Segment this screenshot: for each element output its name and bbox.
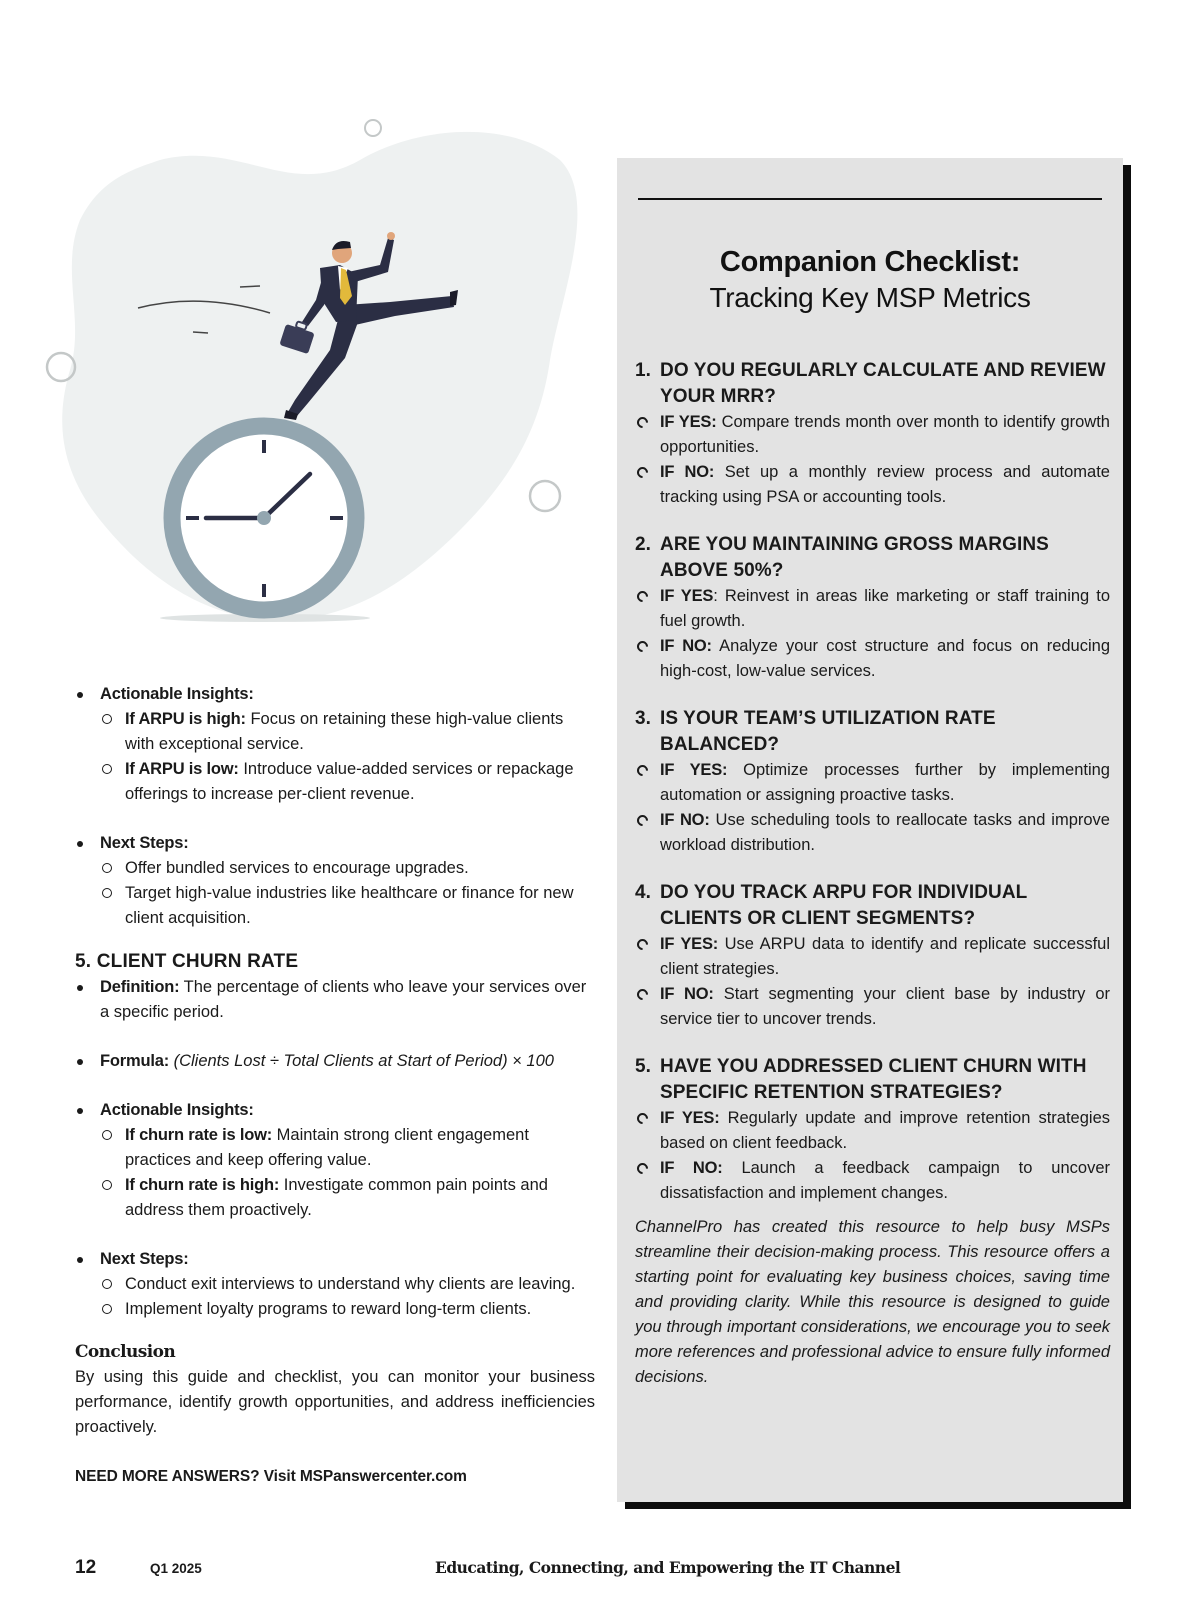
list-item: If churn rate is low: Maintain strong client engagement practices and keep offering value. — [75, 1123, 595, 1173]
checkbox-option-no: IF NO: Use scheduling tools to reallocate tasks and improve workload distribution. — [635, 808, 1110, 858]
decor-circle — [47, 353, 75, 381]
checklist-question: 5. HAVE YOU ADDRESSED CLIENT CHURN WITH SPECIFIC RETENTION STRATEGIES? IF YES: Regularly update and improve retention strategies based on client feedback. IF NO: Launch a feedback campaign to uncover dissatisfaction and implement changes. — [635, 1054, 1110, 1206]
cta-link[interactable]: NEED MORE ANSWERS? Visit MSPanswercenter.com — [75, 1468, 467, 1485]
clock-icon — [172, 426, 356, 610]
churn-next-steps: Next Steps: — [75, 1247, 595, 1272]
list-item: Conduct exit interviews to understand why clients are leaving. — [75, 1272, 595, 1297]
churn-definition: Definition: The percentage of clients who leave your services over a specific period. — [75, 975, 595, 1025]
checkbox-option-no: IF NO: Start segmenting your client base by industry or service tier to uncover trends. — [635, 982, 1110, 1032]
checklist-questions — [635, 358, 1110, 1228]
motion-line — [193, 332, 208, 333]
decor-circle — [365, 120, 381, 136]
arpu-insights-label: Actionable Insights: — [100, 685, 254, 703]
businessman-running-on-clock-illustration — [40, 100, 600, 660]
list-item: Implement loyalty programs to reward long-term clients. — [75, 1297, 595, 1322]
list-item: If ARPU is low: Introduce value-added services or repackage offerings to increase per-client revenue. — [75, 757, 595, 807]
checklist-question: 1. DO YOU REGULARLY CALCULATE AND REVIEW YOUR MRR? IF YES: Compare trends month over month to identify growth opportunities. IF NO: Set up a monthly review process and automate tracking using PSA or accounting tools. — [635, 358, 1110, 510]
issue-label: Q1 2025 — [150, 1561, 202, 1576]
section-heading-churn: 5. CLIENT CHURN RATE — [75, 951, 299, 972]
checklist-title: Companion Checklist: — [719, 246, 1021, 278]
checkbox-option-yes: IF YES: Use ARPU data to identify and replicate successful client strategies. — [635, 932, 1110, 982]
list-item: If ARPU is high: Focus on retaining these high-value clients with exceptional service. — [75, 707, 595, 757]
page-number: 12 — [75, 1557, 97, 1578]
checkbox-option-yes: IF YES: Optimize processes further by implementing automation or assigning proactive tasks. — [635, 758, 1110, 808]
companion-checklist-box — [617, 158, 1123, 1502]
list-item: Target high-value industries like healthcare or finance for new client acquisition. — [75, 881, 595, 931]
checklist-subtitle: Tracking Key MSP Metrics — [709, 282, 1031, 313]
churn-formula: Formula: (Clients Lost ÷ Total Clients at Start of Period) × 100 — [75, 1049, 595, 1074]
checkbox-option-yes: IF YES: Reinvest in areas like marketing or staff training to fuel growth. — [635, 584, 1110, 634]
checkbox-option-yes: IF YES: Compare trends month over month to identify growth opportunities. — [635, 410, 1110, 460]
conclusion-heading: Conclusion — [75, 1342, 176, 1362]
checkbox-option-no: IF NO: Analyze your cost structure and focus on reducing high-cost, low-value services. — [635, 634, 1110, 684]
checkbox-option-yes: IF YES: Regularly update and improve retention strategies based on client feedback. — [635, 1106, 1110, 1156]
arpu-next-steps-label: Next Steps: — [100, 834, 189, 852]
conclusion-text: By using this guide and checklist, you can monitor your business performance, identify growth opportunities, and address inefficiencies proactively. — [75, 1368, 595, 1436]
motion-line — [240, 286, 260, 287]
footer-tagline: Educating, Connecting, and Empowering the IT Channel — [435, 1558, 901, 1577]
list-item: If churn rate is high: Investigate common pain points and address them proactively. — [75, 1173, 595, 1223]
arpu-next-steps — [75, 831, 595, 856]
checkbox-option-no: IF NO: Set up a monthly review process and automate tracking using PSA or accounting tools. — [635, 460, 1110, 510]
left-column — [75, 682, 595, 1489]
checklist-question: 2. ARE YOU MAINTAINING GROSS MARGINS ABOVE 50%? IF YES: Reinvest in areas like marketing or staff training to fuel growth. IF NO: Analyze your cost structure and focus on reducing high-cost, low-value services. — [635, 532, 1110, 684]
disclaimer-note: ChannelPro has created this resource to help busy MSPs streamline their decision-making process. This resource offers a starting point for evaluating key business choices, saving time and providing clarity. While this resource is designed to guide you through important considerations, we encourage you to seek more references and professional advice to ensure fully informed decisions. — [635, 1218, 1110, 1386]
arpu-insights — [75, 682, 595, 707]
checklist-question: 3. IS YOUR TEAM’S UTILIZATION RATE BALANCED? IF YES: Optimize processes further by implementing automation or assigning proactive tasks. IF NO: Use scheduling tools to reallocate tasks and improve workload distribution. — [635, 706, 1110, 858]
list-item: Offer bundled services to encourage upgrades. — [75, 856, 595, 881]
decor-circle — [530, 481, 560, 511]
checkbox-option-no: IF NO: Launch a feedback campaign to uncover dissatisfaction and implement changes. — [635, 1156, 1110, 1206]
churn-insights: Actionable Insights: — [75, 1098, 595, 1123]
divider — [638, 198, 1102, 200]
checklist-question: 4. DO YOU TRACK ARPU FOR INDIVIDUAL CLIENTS OR CLIENT SEGMENTS? IF YES: Use ARPU data to identify and replicate successful client strategies. IF NO: Start segmenting your client base by industry or service tier to uncover trends. — [635, 880, 1110, 1032]
